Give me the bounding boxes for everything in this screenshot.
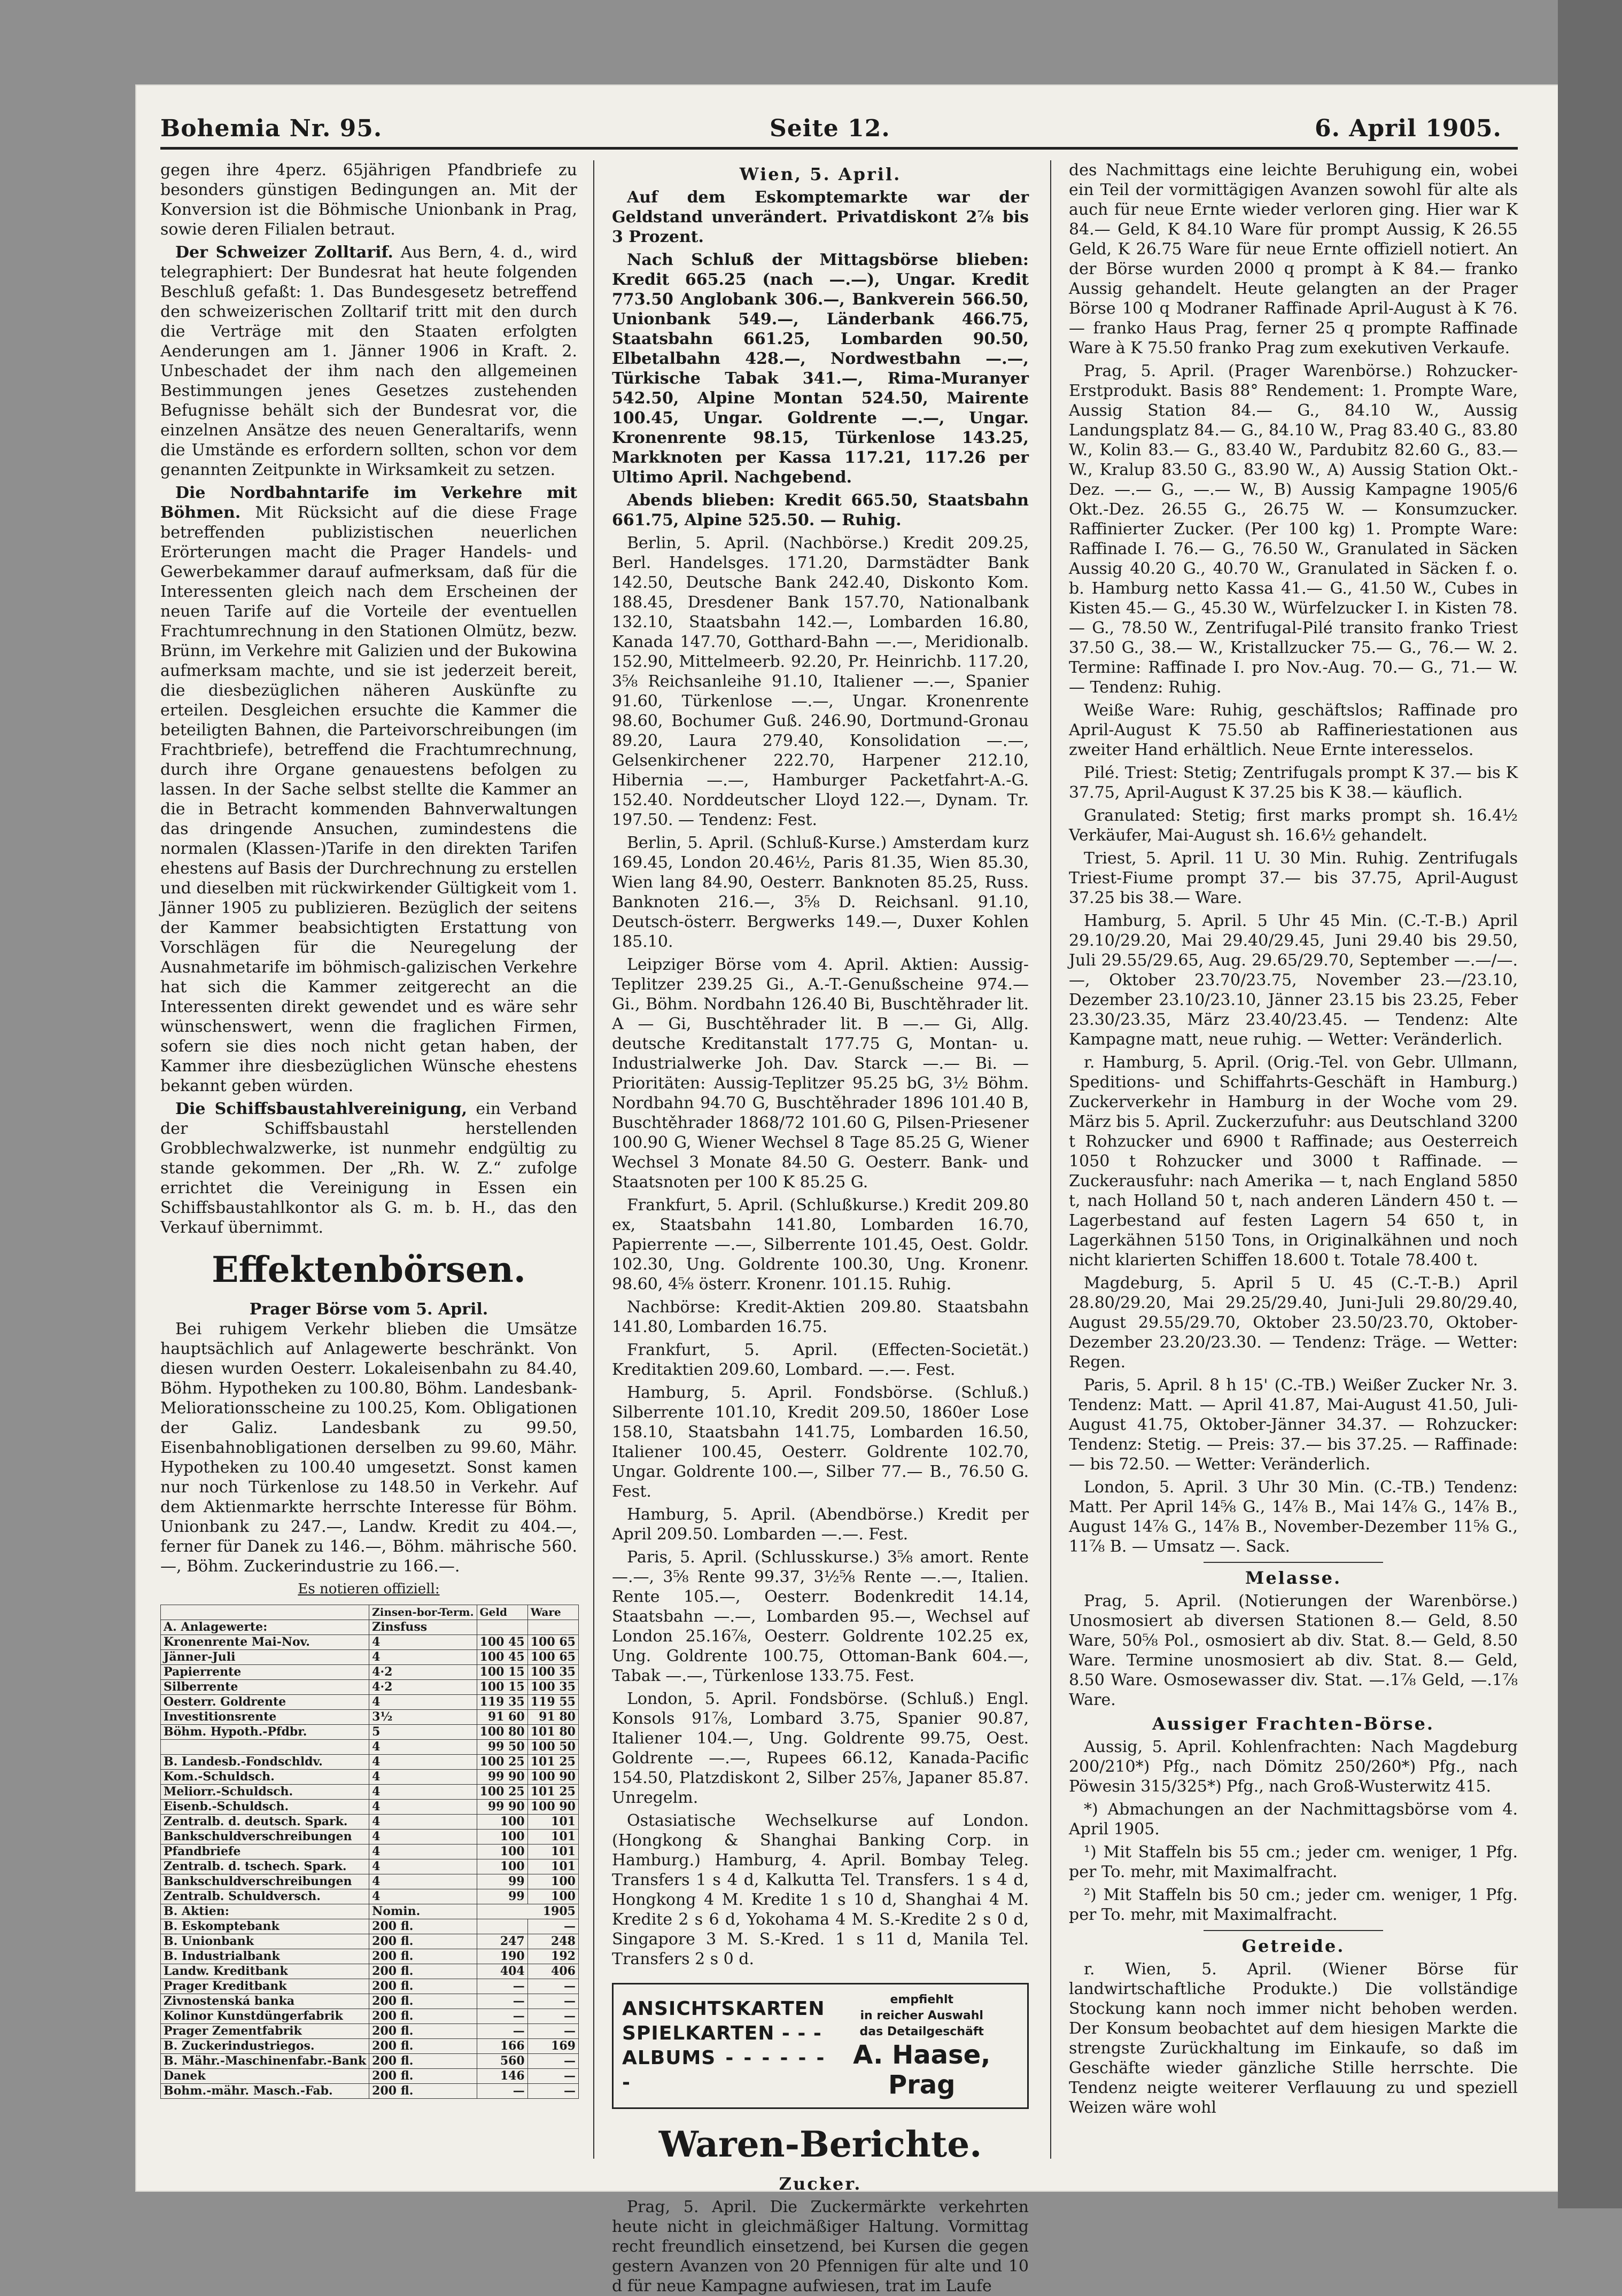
table-row (161, 1919, 579, 1934)
table-cell: 200 fl. (369, 1949, 477, 1964)
table-cell: 4 (369, 1755, 477, 1770)
table-cell: — (477, 1994, 527, 2009)
report-text: Nach Schluß der Mittagsbörse blieben: Kredit 665.25 (nach —.—), Ungar. Kredit 773.50 Anglobank 306.—, Bankverein 566.50, Unionbank 549.—, Länderbank 466.75, Staatsbahn 661.25, Lombarden 90.50, Elbetalbahn 428.—, Nordwestbahn —.—, Türkische Tabak 341.—, Rima-Muranyer 542.50, Alpine Montan 524.50, Mairente 100.45, Ungar. Goldrente —.—, Ungar. Kronenrente 98.15, Türkenlose 143.25, Markknoten per Kassa 117.21, 117.26 per Ultimo April. Nachgebend. (612, 251, 1029, 487)
table-cell: 190 (477, 1949, 527, 1964)
report-heading: Prager Börse vom 5. April. (249, 1300, 488, 1319)
article-text: Mit Rücksicht auf die diese Frage betreffenden publizistischen neuerlichen Erörterungen macht die Prager Handels- und Gewerbekammer darauf aufmerksam, daß für die Interessenten gleich nach dem Erscheinen der neuen Tarife auf die Vorteile der eventuellen Frachtumrechnung in den Stationen Olmütz, bezw. Brünn, im Verkehre mit Galizien und der Bukowina aufmerksam machte, und sie ist jederzeit bereit, die diesbezüglichen näheren Auskünfte zu erteilen. Desgleichen ersuchte die Kammer die beteiligten Bahnen, die Parteivorschreibungen (im Frachtbriefe), betreffend die Frachtumrechnung, durch ihre Organe genauestens befolgen zu lassen. In der Sache selbst stellte die Kammer an die in Betracht kommenden Bahnverwaltungen das dringende Ansuchen, zumindestens die normalen (Klassen-)Tarife in den direkten Tarifen ehestens auf Basis der Durchrechnung zu erstellen und dieselben mit rückwirkender Gültigkeit vom 1. Jänner 1905 zu publizieren. Bezüglich der seitens der Kammer beabsichtigten Erstattung von Vorschlägen für die Neuregelung der Ausnahmetarife im böhmisch-galizischen Verkehre hat sich die Kammer zeitgerecht an die Interessenten direkt gewendet und es wäre sehr wünschenswert, wenn die fraglichen Firmen, sofern sie dies noch nicht getan haben, der Kammer ihre diesbezüglichen Wünsche ehestens bekannt geben würden. (160, 503, 577, 1095)
table-cell: 4·2 (369, 1680, 477, 1695)
table-cell: 100 45 (477, 1635, 527, 1650)
table-row-label: Bankschuldverschreibungen (161, 1874, 369, 1889)
table-header-cell: Geld (477, 1605, 527, 1620)
ad-line: ALBUMS - - - - - - - (622, 2047, 825, 2093)
table-cell: 200 fl. (369, 1994, 477, 2009)
table-cell: 100 (477, 1844, 527, 1859)
footnote: *) Abmachungen an der Nachmittagsbörse vom 4. April 1905. (1069, 1800, 1518, 1839)
table-row (161, 1844, 579, 1859)
article-text: Aus Bern, 4. d., wird telegraphiert: Der Bundesrat hat heute folgenden Beschluß gefaßt: 1. Das Bundesgesetz betreffend den schweizerischen Zolltarif tritt mit den durch die Verträge mit den Staaten erfolgten Aenderungen am 1. Jänner 1906 in Kraft. 2. Unbeschadet der ihm nach den allgemeinen Bestimmungen jenes Gesetzes zustehenden Befugnisse behält sich der Bundesrat vor, die einzelnen Ansätze des neuen Generaltarifs, wenn die Umstände es erfordern sollten, schon vor dem genannten Zeitpunkte in Wirksamkeit zu setzen. (160, 243, 577, 479)
table-cell: 200 fl. (369, 1919, 477, 1934)
table-row-label (161, 1740, 369, 1755)
report-text: Magdeburg, 5. April 5 U. 45 (C.-T.-B.) April 28.80/29.20, Mai 29.25/29.40, Juni-Juli 29.80/29.40, August 29.55/29.70, Oktober 23.50/23.70, Oktober-Dezember 23.20/23.30. — Tendenz: Träge. — Wetter: Regen. (1069, 1274, 1518, 1372)
table-row-label: Zentralb. d. deutsch. Spark. (161, 1815, 369, 1830)
table-cell: 101 80 (527, 1725, 578, 1740)
table-row-label: B. Zuckerindustriegos. (161, 2039, 369, 2054)
table-cell: 100 (477, 1859, 527, 1874)
table-cell: — (477, 1979, 527, 1994)
report-text: Hamburg, 5. April. 5 Uhr 45 Min. (C.-T.-B.) April 29.10/29.20, Mai 29.40/29.45, Juni 29.40 bis 29.50, Juli 29.55/29.65, Aug. 29.65/29.70, September —.—/—.—, Oktober 23.70/23.75, November 23.—/23.10, Dezember 23.10/23.10, Jänner 23.15 bis 23.25, Feber 23.30/23.35, März 23.40/23.45. — Tendenz: Alte Kampagne matt, neue ruhig. — Wetter: Veränderlich. (1069, 912, 1518, 1049)
table-row-label: Bankschuldverschreibungen (161, 1830, 369, 1844)
header-date: 6. April 1905. (1315, 115, 1502, 142)
ad-note: empfiehlt (890, 1993, 954, 2006)
report-text: Auf dem Eskomptemarkte war der Geldstand unverändert. Privatdiskont 2⅞ bis 3 Prozent. (612, 188, 1029, 246)
table-cell: 101 (527, 1830, 578, 1844)
table-row-label: B. Unionbank (161, 1934, 369, 1949)
report-text: Weiße Ware: Ruhig, geschäftslos; Raffinade pro April-August K 75.50 ab Raffineriestationen aus zweiter Hand erhältlich. Neue Ernte interesselos. (1069, 701, 1518, 759)
table-cell: 200 fl. (369, 2039, 477, 2054)
table-row (161, 1964, 579, 1979)
table-cell: 146 (477, 2069, 527, 2084)
table-cell: 4 (369, 1785, 477, 1800)
table-cell: 100 50 (527, 1740, 578, 1755)
report-text: Triest, 5. April. 11 U. 30 Min. Ruhig. Zentrifugals Triest-Fiume prompt 37.— bis 37.75, April-August 37.25 bis 38.— Ware. (1069, 849, 1518, 907)
page-edge-shadow (1558, 0, 1622, 2208)
table-row (161, 1830, 579, 1844)
table-cell: 119 35 (477, 1695, 527, 1710)
table-cell: — (527, 2009, 578, 2024)
subsection-title: Zucker. (779, 2174, 862, 2194)
table-cell: 4 (369, 1874, 477, 1889)
table-cell: 100 (527, 1874, 578, 1889)
report-text: Leipziger Börse vom 4. April. Aktien: Aussig-Teplitzer 239.25 Gi., A.-T.-Genußscheine 974.— Gi., Böhm. Nordbahn 126.40 Bi, Buschtěhrader lit. A — Gi, Buschtěhrader lit. B —.— Gi, Allg. deutsche Kreditanstalt 177.75 G, Montan- u. Industrialwerke Joh. Dav. Starck —.— Bi. — Prioritäten: Aussig-Teplitzer 95.25 bG, 3½ Böhm. Nordbahn 94.70 G, Buschtěhrader 1896 101.40 B, Buschtěhrader 1868/72 101.60 G, Pilsen-Priesener 100.90 G, Wiener Wechsel 8 Tage 85.25 G, Wiener Wechsel 3 Monate 84.50 G. Oesterr. Bank- und Staatsnoten per 100 K 85.25 G. (612, 955, 1029, 1192)
table-row (161, 1949, 579, 1964)
table-section-unit: Zinsfuss (369, 1620, 477, 1635)
table-cell (477, 1919, 527, 1934)
table-section-a (161, 1620, 579, 1904)
report-text: London, 5. April. 3 Uhr 30 Min. (C.-TB.) Tendenz: Matt. Per April 14⅝ G., 14⅞ B., Mai 14⅞ G., 14⅞ B., August 14⅞ G., 14⅞ B., November-Dezember 11⅝ G., 11⅞ B. — Umsatz —. Sack. (1069, 1478, 1518, 1556)
column-rule (1050, 160, 1051, 2159)
report-text: Pilé. Triest: Stetig; Zentrifugals prompt K 37.— bis K 37.75, April-August K 37.25 bis K 38.— käuflich. (1069, 764, 1518, 802)
table-cell: 200 fl. (369, 2084, 477, 2099)
separator (1204, 1930, 1383, 1931)
table-cell: 406 (527, 1964, 578, 1979)
footnote: ¹) Mit Staffeln bis 55 cm.; jeder cm. weniger, 1 Pfg. per To. mehr, mit Maximalfracht. (1069, 1843, 1518, 1881)
report-text: Prag, 5. April. Die Zuckermärkte verkehrten heute nicht in gleichmäßiger Haltung. Vormittag recht freundlich einsetzend, bei Kursen die gegen gestern Avanzen von 20 Pfennigen für alte und 10 d für neue Kampagne aufwiesen, trat im Laufe (612, 2198, 1029, 2295)
table-row (161, 1650, 579, 1665)
report-text: Hamburg, 5. April. (Abendbörse.) Kredit per April 209.50. Lombarden —.—. Fest. (612, 1505, 1029, 1544)
column-2 (612, 160, 1029, 2295)
table-section-unit: Nomin. (369, 1904, 477, 1919)
table-cell: — (477, 2009, 527, 2024)
article-paragraph (160, 483, 577, 1096)
table-section-row (161, 1620, 579, 1635)
article-paragraph (160, 243, 577, 480)
footnote: ²) Mit Staffeln bis 50 cm.; jeder cm. weniger, 1 Pfg. per To. mehr, mit Maximalfracht. (1069, 1886, 1518, 1924)
table-cell: 100 25 (477, 1785, 527, 1800)
table-row (161, 1859, 579, 1874)
table-row-label: Prager Zementfabrik (161, 2024, 369, 2039)
report-text: Nachbörse: Kredit-Aktien 209.80. Staatsbahn 141.80, Lombarden 16.75. (612, 1298, 1029, 1336)
table-cell: 4 (369, 1740, 477, 1755)
table-cell: 119 55 (527, 1695, 578, 1710)
table-row-label: Jänner-Juli (161, 1650, 369, 1665)
table-cell: 100 45 (477, 1650, 527, 1665)
table-row-label: Silberrente (161, 1680, 369, 1695)
report-text: Aussig, 5. April. Kohlenfrachten: Nach Magdeburg 200/210*) Pfg., nach Dömitz 250/260*) Pfg., nach Pöwesin 315/325*) Pfg., nach Groß-Wusterwitz 415. (1069, 1738, 1518, 1796)
header-title: Bohemia Nr. 95. (160, 115, 383, 142)
table-row-label: Danek (161, 2069, 369, 2084)
table-cell: 560 (477, 2054, 527, 2069)
table-cell: 4·2 (369, 1665, 477, 1680)
table-row (161, 1889, 579, 1904)
ad-line: ANSICHTSKARTEN (622, 1998, 825, 2020)
table-row (161, 1815, 579, 1830)
table-cell (527, 1620, 578, 1635)
table-section-year: 1905 (477, 1904, 578, 1919)
ad-vendor (825, 1992, 1019, 2100)
table-cell: 200 fl. (369, 1979, 477, 1994)
table-cell: 4 (369, 1889, 477, 1904)
table-cell: 100 35 (527, 1665, 578, 1680)
table-cell: 99 (477, 1874, 527, 1889)
table-row (161, 1635, 579, 1650)
table-cell: 91 80 (527, 1710, 578, 1725)
report-text: Berlin, 5. April. (Schluß-Kurse.) Amsterdam kurz 169.45, London 20.46½, Paris 81.35, Wien 85.30, Wien lang 84.90, Oesterr. Banknoten 85.25, Russ. Banknoten 216.—, 3⅝ D. Reichsanl. 91.10, Deutsch-österr. Bergwerks 149.—, Duxer Kohlen 185.10. (612, 834, 1029, 951)
table-cell: — (527, 2054, 578, 2069)
table-cell: 91 60 (477, 1710, 527, 1725)
table-cell: — (477, 2084, 527, 2099)
report-text: Prag, 5. April. (Notierungen der Warenbörse.) Unosmosiert ab diversen Stationen 8.— Geld, 8.50 Ware, 50⅝ Pol., osmosiert ab div. Stat. 8.— Geld, 8.50 Ware. Termine unosmosiert ab div. Stat. 8.— Geld, 8.50 Ware. Osmosewasser div. Stat. —.1⅞ Geld, —.1⅞ Ware. (1069, 1592, 1518, 1709)
table-cell: 100 65 (527, 1650, 578, 1665)
table-cell: 101 (527, 1815, 578, 1830)
article-paragraph (160, 1099, 577, 1237)
table-cell: 248 (527, 1934, 578, 1949)
table-cell: 101 25 (527, 1785, 578, 1800)
report-text: Abends blieben: Kredit 665.50, Staatsbahn 661.75, Alpine 525.50. — Ruhig. (612, 491, 1029, 530)
table-row-label: Kronenrente Mai-Nov. (161, 1635, 369, 1650)
subsection-title: Getreide. (1241, 1936, 1345, 1956)
table-cell: 200 fl. (369, 2009, 477, 2024)
table-cell: 100 65 (527, 1635, 578, 1650)
table-cell: — (527, 2024, 578, 2039)
table-row-label: Eisenb.-Schuldsch. (161, 1800, 369, 1815)
table-row (161, 1740, 579, 1755)
table-row (161, 1979, 579, 1994)
report-text: Paris, 5. April. (Schlusskurse.) 3⅝ amort. Rente —.—, 3⅝ Rente 99.37, 3½⅝ Rente —.—, Italien. Rente 105.—, Oesterr. Bodenkredit 14.14, Staatsbahn —.—, Lombarden 95.—, Wechsel auf London 25.16⅞, Oesterr. Goldrente 102.25 ex, Ung. Goldrente 100.75, Ottoman-Bank 604.—, Tabak —.—, Türkenlose 133.75. Fest. (612, 1548, 1029, 1685)
table-header-cell: Zinsen-bor-Term. (369, 1605, 477, 1620)
table-row (161, 1785, 579, 1800)
article-heading: Die Schiffsbaustahlvereinigung, (175, 1100, 468, 1118)
table-row (161, 2054, 579, 2069)
table-cell: 4 (369, 1815, 477, 1830)
report-text: Hamburg, 5. April. Fondsbörse. (Schluß.) Silberrente 101.10, Kredit 209.50, 1860er Lose 158.10, Staatsbahn 141.75, Lombarden 16.50, Italiener 100.45, Oesterr. Goldrente 102.70, Ungar. Goldrente 100.—, Silber 77.— B., 76.50 G. Fest. (612, 1383, 1029, 1501)
table-cell: — (527, 1919, 578, 1934)
table-row (161, 1695, 579, 1710)
table-cell: 99 (477, 1889, 527, 1904)
table-cell: 200 fl. (369, 2069, 477, 2084)
report-text: London, 5. April. Fondsbörse. (Schluß.) Engl. Konsols 91⅞, Lombard 3.75, Spanier 90.87, Italiener 104.—, Ung. Goldrente 99.75, Oest. Goldrente —.—, Rupees 66.12, Kanada-Pacific 154.50, Platzdiskont 2, Silber 25⅞, Japaner 85.87. Unregelm. (612, 1690, 1029, 1807)
table-cell: 101 (527, 1859, 578, 1874)
table-row (161, 1755, 579, 1770)
table-cell: 100 15 (477, 1680, 527, 1695)
table-header-row (161, 1605, 579, 1620)
report-text: Ostasiatische Wechselkurse auf London. (Hongkong & Shanghai Banking Corp. in Hamburg.) Hamburg, 4. April. Bombay Teleg. Transfers 1 s 4 d, Kalkutta Tel. Transfers. 1 s 4 d, Hongkong 4 M. Kredite 1 s 10 d, Shanghai 4 M. Kredite 2 s 6 d, Yokohama 4 M. S.-Kredite 2 s 0 d, Singapore 3 M. S.-Kred. 1 s 11 d, Manila Tel. Transfers 2 s 0 d. (612, 1811, 1029, 1968)
table-cell: 169 (527, 2039, 578, 2054)
table-row-label: B. Eskomptebank (161, 1919, 369, 1934)
table-row (161, 1800, 579, 1815)
column-rule (593, 160, 594, 2159)
table-cell: 100 90 (527, 1770, 578, 1785)
table-row-label: Prager Kreditbank (161, 1979, 369, 1994)
table-cell: 100 (477, 1830, 527, 1844)
report-text: r. Hamburg, 5. April. (Orig.-Tel. von Gebr. Ullmann, Speditions- und Schiffahrts-Geschäft in Hamburg.) Zuckerverkehr in Hamburg in der Woche vom 29. März bis 5. April. Zuckerzufuhr: aus Deutschland 3200 t Rohzucker und 6900 t Raffinade; aus Oesterreich 1050 t Rohzucker und 3000 t Raffinade. — Zuckerausfuhr: nach Amerika — t, nach England 5850 t, nach Holland 50 t, nach anderen Ländern 450 t. — Lagerbestand auf festen Lagern 54 650 t, in Lagerkähnen 5150 Tons, in Originalkähnen und noch nicht klarierten Schiffen 18.600 t. Totale 78.400 t. (1069, 1053, 1518, 1270)
report-text: Granulated: Stetig; first marks prompt sh. 16.4½ Verkäufer, Mai-August sh. 16.6½ gehandelt. (1069, 806, 1518, 845)
table-cell: 99 90 (477, 1770, 527, 1785)
table-cell: 4 (369, 1635, 477, 1650)
table-row (161, 2039, 579, 2054)
ad-line: SPIELKARTEN - - - (622, 2022, 822, 2044)
table-cell: 101 (527, 1844, 578, 1859)
table-cell: 5 (369, 1725, 477, 1740)
ad-firm-name: A. Haase, Prag (853, 2040, 991, 2100)
table-row-label: Bohm.-mähr. Masch.-Fab. (161, 2084, 369, 2099)
table-row (161, 2069, 579, 2084)
table-row-label: Oesterr. Goldrente (161, 1695, 369, 1710)
table-row-label: Zentralb. d. tschech. Spark. (161, 1859, 369, 1874)
subsection-title: Aussiger Frachten-Börse. (1152, 1714, 1434, 1734)
table-cell: — (527, 2084, 578, 2099)
table-row-label: B. Landesb.-Fondschldv. (161, 1755, 369, 1770)
table-section-row (161, 1904, 579, 1919)
report-text: Paris, 5. April. 8 h 15' (C.-TB.) Weißer Zucker Nr. 3. Tendenz: Matt. — April 41.87, Mai-August 41.50, Juli-August 41.75, Oktober-Jänner 34.37. — Rohzucker: Tendenz: Stetig. — Preis: 37.— bis 37.25. — Raffinade: — bis 72.50. — Wetter: Veränderlich. (1069, 1376, 1518, 1474)
table-row-label: Kolinor Kunstdüngerfabrik (161, 2009, 369, 2024)
table-cell: 4 (369, 1770, 477, 1785)
table-row (161, 1770, 579, 1785)
table-cell: 100 35 (527, 1680, 578, 1695)
report-text: Berlin, 5. April. (Nachbörse.) Kredit 209.25, Berl. Handelsges. 171.20, Darmstädter Bank 142.50, Deutsche Bank 242.40, Diskonto Kom. 188.45, Dresdener Bank 157.70, Nationalbank 132.10, Staatsbahn 142.—, Lombarden 16.80, Kanada 147.70, Gotthard-Bahn —.—, Meridionalb. 152.90, Mittelmeerb. 92.20, Pr. Heinrichb. 117.20, 3⅝ Reichsanleihe 91.10, Italiener —.—, Spanier 91.60, Türkenlose —.—, Ungar. Kronenrente 98.60, Bochumer Guß. 246.90, Dortmund-Gronau 89.20, Laura 279.40, Konsolidation —.—, Gelsenkirchener 222.70, Harpener 212.10, Hibernia —.—, Hamburger Packetfahrt-A.-G. 152.40. Norddeutscher Lloyd 122.—, Dynam. Tr. 197.50. — Tendenz: Fest. (612, 534, 1029, 829)
table-cell: 100 25 (477, 1755, 527, 1770)
table-cell: 4 (369, 1800, 477, 1815)
table-cell: 4 (369, 1650, 477, 1665)
table-caption: Es notieren offiziell: (298, 1581, 440, 1597)
report-text: Frankfurt, 5. April. (Schlußkurse.) Kredit 209.80 ex, Staatsbahn 141.80, Lombarden 16.70, Papierrente —.—, Silberrente 101.45, Oest. Goldr. 102.30, Ung. Goldrente 100.30, Ung. Kronenr. 98.60, 4⅝ österr. Kronenr. 101.15. Ruhig. (612, 1196, 1029, 1294)
table-cell: — (477, 2024, 527, 2039)
report-text: Frankfurt, 5. April. (Effecten-Societät.) Kreditaktien 209.60, Lombard. —.—. Fest. (612, 1341, 1029, 1379)
report-text: Bei ruhigem Verkehr blieben die Umsätze hauptsächlich auf Anlagewerte beschränkt. Von diesen wurden Oesterr. Lokaleisenbahn zu 84.40, Böhm. Hypotheken zu 100.80, Böhm. Landesbank-Meliorationsscheine zu 100.25, Kom. Obligationen der Galiz. Landesbank zu 99.50, Eisenbahnobligationen derselben zu 99.60, Mähr. Hypotheken zu 100.40 umgesetzt. Sonst kamen nur noch Türkenlose zu 148.50 in Verkehr. Auf dem Aktienmarkte herrschte Interesse für Böhm. Unionbank zu 247.—, Landw. Kredit zu 404.—, ferner für Danek zu 146.—, Böhm. mährische 560.—, Böhm. Zuckerindustrie zu 166.—. (160, 1320, 577, 1576)
advertisement (612, 1983, 1029, 2109)
subsection-title: Melasse. (1245, 1568, 1342, 1588)
column-1 (160, 160, 577, 2159)
article-heading: Der Schweizer Zolltarif. (175, 243, 393, 262)
table-row-label: Meliorr.-Schuldsch. (161, 1785, 369, 1800)
table-cell: 99 90 (477, 1800, 527, 1815)
report-text: r. Wien, 5. April. (Wiener Börse für landwirtschaftliche Produkte.) Die vollständige Stockung kann noch immer nicht behoben werden. Der Konsum beobachtet auf dem hiesigen Markte die strengste Zurückhaltung im Einkaufe, so daß im Geschäfte wieder gänzliche Stille herrschte. Die Tendenz neigte weiterer Verflauung zu und speziell Weizen wäre wohl (1069, 1960, 1518, 2117)
table-cell: 166 (477, 2039, 527, 2054)
table-cell: — (527, 2069, 578, 2084)
report-text: des Nachmittags eine leichte Beruhigung ein, wobei ein Teil der vormittägigen Avanzen sowohl für alte als auch für neue Ernte wieder verloren ging. Hier war K 84.— Geld, K 84.10 Ware für prompt Aussig, K 26.55 Geld, K 26.75 Ware für neue Ernte offiziell notiert. An der Börse wurden 2000 q prompt à K 84.— franko Aussig gehandelt. Heute gelangten an der Prager Börse 100 q Modraner Raffinade April-August à K 76.— franko Haus Prag, ferner 25 q prompte Raffinade Ware à K 75.50 franko Prag zum exekutiven Verkaufe. (1069, 161, 1518, 357)
article-text: ein Verband der Schiffsbaustahl herstellenden Grobblechwalzwerke, ist nunmehr endgültig zu stande gekommen. Der „Rh. W. Z.“ zufolge errichtet die Vereinigung in Essen ein Schiffsbaustahlkontor als G. m. b. H., das den Verkauf übernimmt. (160, 1100, 577, 1237)
table-cell: 404 (477, 1964, 527, 1979)
table-cell: 100 90 (527, 1800, 578, 1815)
section-title: Waren-Berichte. (658, 2123, 982, 2165)
table-cell: 4 (369, 1695, 477, 1710)
table-cell: 3½ (369, 1710, 477, 1725)
table-row-label: Kom.-Schuldsch. (161, 1770, 369, 1785)
article-heading: Die Nordbahntarife im Verkehre mit Böhmen. (160, 484, 577, 522)
table-cell: 100 (527, 1889, 578, 1904)
table-cell: 99 50 (477, 1740, 527, 1755)
table-row (161, 1680, 579, 1695)
table-row-label: B. Industrialbank (161, 1949, 369, 1964)
table-cell: 100 80 (477, 1725, 527, 1740)
table-row (161, 1725, 579, 1740)
table-cell: — (527, 1994, 578, 2009)
table-row (161, 1710, 579, 1725)
header-rule (160, 147, 1518, 150)
ad-note: das Detailgeschäft (859, 2025, 984, 2038)
separator (1204, 1562, 1383, 1563)
table-row (161, 1665, 579, 1680)
table-row-label: Papierrente (161, 1665, 369, 1680)
table-row (161, 1874, 579, 1889)
table-section-b (161, 1904, 579, 2099)
header-page-number: Seite 12. (770, 115, 890, 142)
table-cell: 200 fl. (369, 1964, 477, 1979)
table-cell: 200 fl. (369, 2024, 477, 2039)
ad-products (622, 1997, 825, 2095)
article-paragraph: gegen ihre 4perz. 65jährigen Pfandbriefe zu besonders günstigen Bedingungen an. Mit der Konversion ist die Böhmische Unionbank in Prag, sowie deren Filialen betraut. (160, 161, 577, 239)
table-cell: 200 fl. (369, 1934, 477, 1949)
table-header-cell (161, 1605, 369, 1620)
table-cell: 100 (477, 1815, 527, 1830)
report-heading: Wien, 5. April. (739, 164, 902, 184)
table-row-label: Landw. Kreditbank (161, 1964, 369, 1979)
table-row (161, 2009, 579, 2024)
table-row (161, 1934, 579, 1949)
table-row-label: B. Mähr.-Maschinenfabr.-Bank (161, 2054, 369, 2069)
table-row (161, 2024, 579, 2039)
table-cell: 100 15 (477, 1665, 527, 1680)
table-row (161, 2084, 579, 2099)
table-row-label: Investitionsrente (161, 1710, 369, 1725)
table-cell: 200 fl. (369, 2054, 477, 2069)
table-cell: 101 25 (527, 1755, 578, 1770)
table-cell: 4 (369, 1830, 477, 1844)
table-cell: 4 (369, 1844, 477, 1859)
table-section-label: B. Aktien: (161, 1904, 369, 1919)
table-cell: 192 (527, 1949, 578, 1964)
section-title: Effektenbörsen. (212, 1249, 526, 1290)
table-cell (477, 1620, 527, 1635)
ad-note: in reicher Auswahl (860, 2009, 983, 2022)
table-row (161, 1994, 579, 2009)
table-row-label: Zivnostenská banka (161, 1994, 369, 2009)
column-3 (1069, 160, 1518, 2159)
table-row-label: Böhm. Hypoth.-Pfdbr. (161, 1725, 369, 1740)
official-quotes-table (160, 1605, 579, 2099)
table-cell: 4 (369, 1859, 477, 1874)
table-cell: — (527, 1979, 578, 1994)
report-text: Prag, 5. April. (Prager Warenbörse.) Rohzucker-Erstprodukt. Basis 88° Rendement: 1. Prompte Ware, Aussig Station 84.— G., 84.10 W., Aussig Landungsplatz 84.— G., 84.10 W., Prag 83.40 G., 83.80 W., Kolin 83.— G., 83.40 W., Pardubitz 82.60 G., 83.— W., Kralup 83.50 G., 83.90 W., A) Aussig Station Okt.-Dez. —.— G., —.— W., B) Aussig Kampagne 1905/6 Okt.-Dez. 26.55 G., 26.75 W. — Konsumzucker. Raffinierter Zucker. (Per 100 kg) 1. Prompte Ware: Raffinade I. 76.— G., 76.50 W., Granulated in Säcken Aussig 40.20 G., 40.70 W., Granulated in Säcken f. o. b. Hamburg netto Kassa 41.— G., 41.50 W., Cubes in Kisten 45.— G., 45.30 W., Würfelzucker I. in Kisten 78.— G., 78.50 W., Zentrifugal-Pilé transito franko Triest 37.50 G., 38.— W., Kristallzucker 75.— G., 76.— W. 2. Termine: Raffinade I. pro Nov.-Aug. 70.— G., 71.— W. — Tendenz: Ruhig. (1069, 362, 1518, 697)
table-row-label: Pfandbriefe (161, 1844, 369, 1859)
table-row-label: Zentralb. Schuldversch. (161, 1889, 369, 1904)
table-cell: 247 (477, 1934, 527, 1949)
table-section-label: A. Anlagewerte: (161, 1620, 369, 1635)
table-header-cell: Ware (527, 1605, 578, 1620)
